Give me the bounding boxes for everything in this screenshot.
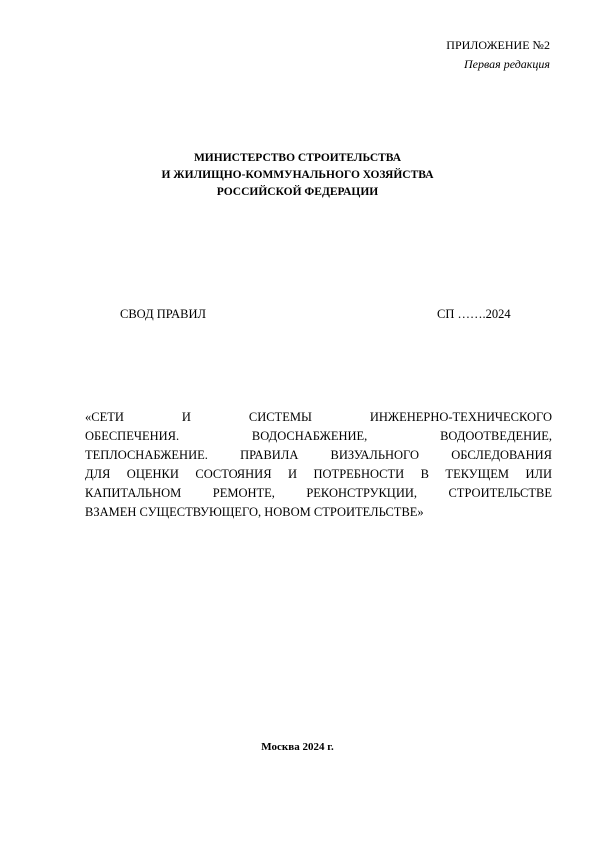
ministry-line: МИНИСТЕРСТВО СТРОИТЕЛЬСТВА: [193, 152, 402, 164]
city-year: Москва 2024 г.: [261, 741, 334, 753]
title-line: КАПИТАЛЬНОМ РЕМОНТЕ, РЕКОНСТРУКЦИИ, СТРОИТЕЛЬСТВЕ: [85, 486, 552, 500]
title-line: «СЕТИ И СИСТЕМЫ ИНЖЕНЕРНО-ТЕХНИЧЕСКОГО: [85, 410, 552, 424]
edition-label: Первая редакция: [464, 57, 550, 71]
ministry-line: И ЖИЛИЩНО-КОММУНАЛЬНОГО ХОЗЯЙСТВА: [161, 169, 434, 181]
title-line: ОБЕСПЕЧЕНИЯ. ВОДОСНАБЖЕНИЕ, ВОДООТВЕДЕНИЕ,: [85, 429, 552, 443]
annex-label: ПРИЛОЖЕНИЕ №2: [446, 38, 550, 52]
document-title: [85, 408, 552, 522]
title-line: ВЗАМЕН СУЩЕСТВУЮЩЕГО, НОВОМ СТРОИТЕЛЬСТВЕ»: [85, 505, 424, 519]
title-line: ДЛЯ ОЦЕНКИ СОСТОЯНИЯ И ПОТРЕБНОСТИ В ТЕКУЩЕМ ИЛИ: [85, 467, 552, 481]
title-line: ТЕПЛОСНАБЖЕНИЕ. ПРАВИЛА ВИЗУАЛЬНОГО ОБСЛЕДОВАНИЯ: [85, 448, 552, 462]
ministry-line: РОССИЙСКОЙ ФЕДЕРАЦИИ: [216, 186, 379, 198]
ministry-heading: [0, 150, 595, 201]
code-of-rules-number: СП …….2024: [437, 307, 511, 321]
code-of-rules-label: СВОД ПРАВИЛ: [120, 307, 206, 321]
